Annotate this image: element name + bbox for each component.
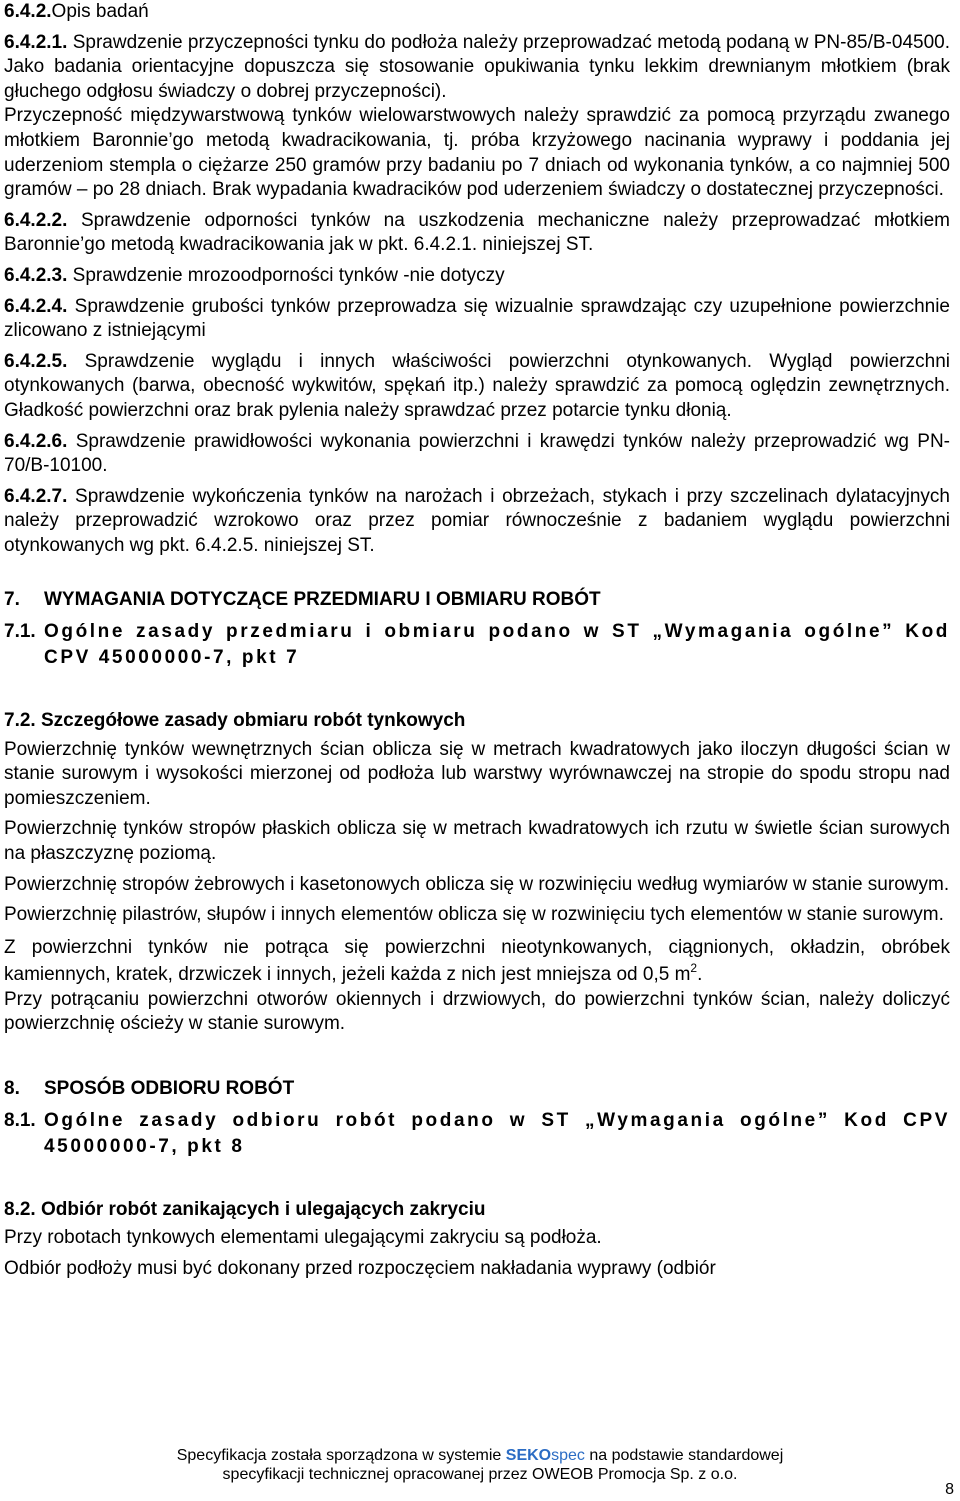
section-heading-7-2: 7.2. Szczegółowe zasady obmiaru robót tynkowych (4, 710, 466, 732)
paragraph-baronnie (4, 104, 950, 202)
paragraph-text: Sprawdzenie prawidłowości wykonania powierzchni i krawędzi tynków należy przeprowadzić wg PN-70/B-10100. (4, 430, 950, 477)
paragraph-6-4-2-1 (4, 31, 950, 105)
paragraph-number: 6.4.2.7. (4, 485, 68, 507)
section-heading-8-1 (4, 1108, 950, 1160)
paragraph-7-2-b: Powierzchnię tynków stropów płaskich oblicza się w metrach kwadratowych ich rzutu w świetle ścian surowych na płaszczyznę poziomą. (4, 818, 950, 865)
page-number: 8 (945, 1481, 954, 1498)
paragraph-number: 6.4.2.2. (4, 209, 68, 231)
paragraph-text: Przyczepność międzywarstwową tynków wielowarstwowych należy sprawdzić za pomocą przyrządu zwanego młotkiem Baronnie’go metodą kwadracikowania, tj. próba krzyżowego nacinania wyprawy i poddania jej uderzeniom stempla o ciężarze 250 gramów przy badaniu po 7 dniach od wykonania tynków, a co najmniej 500 gramów – po 28 dniach. Brak wypadania kwadracików pod uderzeniem świadczy o dostatecznej przyczepności. (4, 105, 950, 201)
paragraph-text: Z powierzchni tynków nie potrąca się powierzchni nieotynkowanych, ciągnionych, okładzin, obróbek kamiennych, kratek, drzwiczek i innych, jeżeli każda z nich jest mniejsza od 0,5 m (4, 936, 950, 985)
paragraph-6-4-2-4 (4, 295, 950, 344)
section-number: 6.4.2. (4, 1, 52, 22)
footer-text: Specyfikacja została sporządzona w systemie (176, 1447, 506, 1464)
section-heading-8-2: 8.2. Odbiór robót zanikających i ulegających zakryciu (4, 1198, 486, 1220)
paragraph-7-2-d: Powierzchnię pilastrów, słupów i innych elementów oblicza się w rozwinięciu tych elementów w stanie surowym. (4, 904, 944, 926)
section-number: 8. (4, 1078, 20, 1099)
paragraph-6-4-2-6 (4, 430, 950, 479)
section-heading-8 (4, 1077, 950, 1102)
paragraph-number: 6.4.2.1. (4, 31, 68, 53)
section-title: Opis badań (51, 1, 149, 22)
paragraph-8-2-b: Odbiór podłoży musi być dokonany przed rozpoczęciem nakładania wyprawy (odbiór (4, 1257, 716, 1279)
paragraph-text: Sprawdzenie grubości tynków przeprowadza się wizualnie sprawdzając czy uzupełnione powierzchnie zlicowano z istniejącymi (4, 295, 950, 342)
footer-line-2: specyfikacji technicznej opracowanej przez OWEOB Promocja Sp. z o.o. (222, 1466, 738, 1483)
paragraph-7-2-f: Przy potrącaniu powierzchni otworów okiennych i drzwiowych, do powierzchni tynków ścian, należy doliczyć powierzchnię ościeży w stanie surowym. (4, 988, 950, 1035)
paragraph-6-4-2-5 (4, 350, 950, 424)
section-heading-7-1 (4, 619, 950, 671)
paragraph-text: Sprawdzenie mrozoodporności tynków -nie dotyczy (67, 264, 505, 286)
paragraph-text: Sprawdzenie przyczepności tynku do podłoża należy przeprowadzać metodą podaną w PN-85/B-04500. Jako badania orientacyjne dopuszcza się stosowanie opukiwania tynku lekkim drewnianym młotkiem (brak głuchego odgłosu świadczy o dobrej przyczepności). (4, 31, 950, 102)
paragraph-6-4-2-2 (4, 209, 950, 258)
paragraph-7-2-c: Powierzchnię stropów żebrowych i kasetonowych oblicza się w rozwinięciu według wymiarów w stanie surowym. (4, 873, 950, 895)
superscript: 2 (690, 960, 698, 975)
paragraph-text: Sprawdzenie odporności tynków na uszkodzenia mechaniczne należy przeprowadzać młotkiem Baronnie’go metodą kwadracikowania jak w pkt. 6.4.2.1. niniejszej ST. (4, 209, 950, 256)
paragraph-7-2-e (4, 934, 950, 988)
brand-logo-part-1: SEKO (505, 1447, 552, 1464)
footer-text: na podstawie standardowej (584, 1447, 784, 1464)
section-heading-6-4-2 (4, 0, 950, 25)
paragraph-number: 6.4.2.5. (4, 350, 68, 372)
brand-logo-part-2: spec (551, 1447, 585, 1464)
section-number: 7.1. (4, 621, 36, 643)
footer-line-1 (0, 1446, 960, 1465)
paragraph-6-4-2-7 (4, 485, 950, 559)
paragraph-number: 6.4.2.6. (4, 430, 68, 452)
section-title: WYMAGANIA DOTYCZĄCE PRZEDMIARU I OBMIARU ROBÓT (44, 589, 601, 611)
document-page (4, 0, 950, 1281)
paragraph-6-4-2-3 (4, 264, 950, 289)
section-heading-7 (4, 588, 950, 613)
paragraph-text: Sprawdzenie wykończenia tynków na narożach i obrzeżach, stykach i przy szczelinach dylatacyjnych należy przeprowadzić wzrokowo oraz przez pomiar równocześnie z badaniem wyglądu powierzchni otynkowanych wg pkt. 6.4.2.5. niniejszej ST. (4, 485, 950, 556)
paragraph-number: 6.4.2.4. (4, 295, 68, 317)
section-title: SPOSÓB ODBIORU ROBÓT (44, 1078, 295, 1099)
section-number: 8.1. (4, 1109, 36, 1131)
paragraph-text: Sprawdzenie wyglądu i innych właściwości powierzchni otynkowanych. Wygląd powierzchni otynkowanych (barwa, obecność wykwitów, spękań itp.) należy sprawdzić za pomocą oględzin zewnętrznych. Gładkość powierzchni oraz brak pylenia należy sprawdzać przez potarcie tynku dłonią. (4, 350, 950, 421)
page-footer (0, 1446, 960, 1484)
section-title: Ogólne zasady przedmiaru i obmiaru podano w ST „Wymagania ogólne” Kod CPV 45000000-7, pkt 7 (44, 621, 950, 669)
section-number: 7. (4, 589, 20, 611)
paragraph-number: 6.4.2.3. (4, 264, 68, 286)
paragraph-7-2-a: Powierzchnię tynków wewnętrznych ścian oblicza się w metrach kwadratowych jako iloczyn długości ścian w stanie surowym i wysokości mierzonej od podłoża lub warstwy wyrównawczej na stropie do spodu stropu nad pomieszczeniem. (4, 738, 950, 809)
section-title: Ogólne zasady odbioru robót podano w ST „Wymagania ogólne” Kod CPV 45000000-7, pkt 8 (44, 1109, 950, 1157)
paragraph-8-2-a: Przy robotach tynkowych elementami ulegającymi zakryciu są podłoża. (4, 1227, 602, 1249)
paragraph-text-end: . (697, 963, 703, 985)
